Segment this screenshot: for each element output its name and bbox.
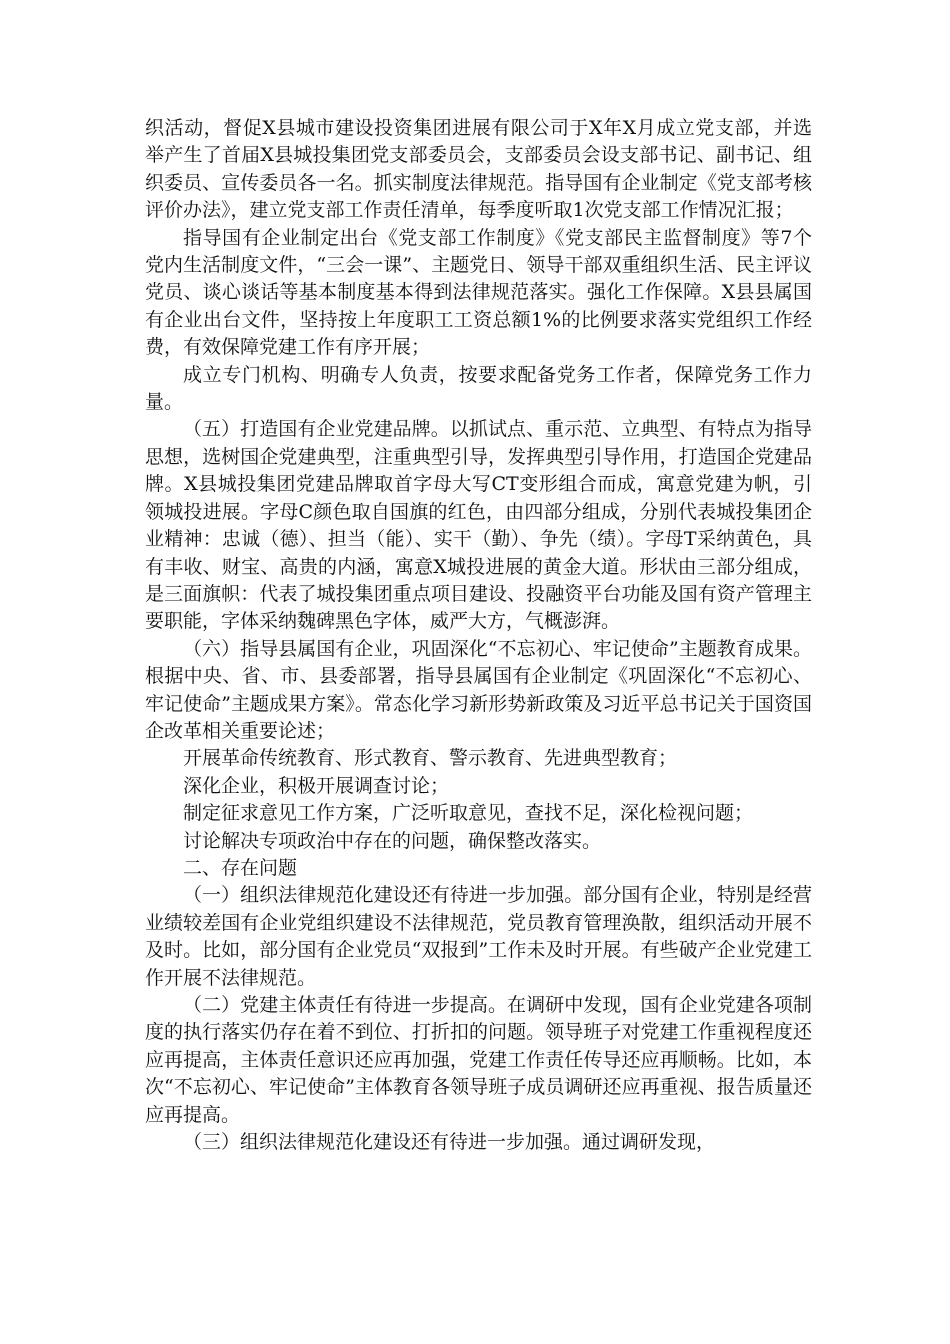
- paragraph-8: 制定征求意见工作方案，广泛听取意见，查找不足，深化检视问题；: [183, 802, 754, 825]
- paragraph-11: （二）党建主体责任有待进一步提高。在调研中发现，国有企业党建各项制度的执行落实仍存在着不到位、打折扣的问题。领导班子对党建工作重视程度还应再提高，主体责任意识还应再加强，党建工作责任传导还应再顺畅。比如，本次“不忘初心、牢记使命”主体教育各领导班子成员调研还应再重视、报告质量还应再提高。: [145, 994, 812, 1126]
- paragraph-5: （六）指导县属国有企业，巩固深化“不忘初心、牢记使命”主题教育成果。根据中央、省、市、县委部署，指导县属国有企业制定《巩固深化“不忘初心、牢记使命”主题成果方案》。常态化学习新形势新政策及习近平总书记关于国资国企改革相关重要论述；: [145, 637, 812, 742]
- paragraph-7: 深化企业，积极开展调查讨论；: [183, 774, 450, 797]
- paragraph-3: 成立专门机构、明确专人负责，按要求配备党务工作者，保障党务工作力量。: [145, 363, 812, 414]
- paragraph-4: （五）打造国有企业党建品牌。以抓试点、重示范、立典型、有特点为指导思想，选树国企党建典型，注重典型引导，发挥典型引导作用，打造国企党建品牌。X县城投集团党建品牌取首字母大写CT变形组合而成，寓意党建为帆，引领城投进展。字母C颜色取自国旗的红色，由四部分组成，分别代表城投集团企业精神：忠诚（德）、担当（能）、实干（勤）、争先（绩）。字母T采纳黄色，具有丰收、财宝、高贵的内涵，寓意X城投进展的黄金大道。形状由三部分组成，是三面旗帜：代表了城投集团重点项目建设、投融资平台功能及国有资产管理主要职能，字体采纳魏碑黑色字体，威严大方，气概澎湃。: [145, 418, 812, 633]
- section-heading: 二、存在问题: [183, 856, 298, 879]
- paragraph-2: 指导国有企业制定出台《党支部工作制度》《党支部民主监督制度》等7个党内生活制度文件，“三会一课”、主题党日、领导干部双重组织生活、民主评议党员、谈心谈话等基本制度基本得到法律规范落实。强化工作保障。X县县属国有企业出台文件，坚持按上年度职工工资总额1%的比例要求落实党组织工作经费，有效保障党建工作有序开展；: [145, 226, 812, 359]
- document-body: [145, 115, 812, 1156]
- paragraph-12: （三）组织法律规范化建设还有待进一步加强。通过调研发现，: [183, 1131, 716, 1154]
- paragraph-1: 织活动，督促X县城市建设投资集团进展有限公司于X年X月成立党支部，并选举产生了首届X县城投集团党支部委员会，支部委员会设支部书记、副书记、组织委员、宣传委员各一名。抓实制度法律规范。指导国有企业制定《党支部考核评价办法》，建立党支部工作责任清单，每季度听取1次党支部工作情况汇报；: [145, 117, 812, 222]
- paragraph-10: （一）组织法律规范化建设还有待进一步加强。部分国有企业，特别是经营业绩较差国有企业党组织建设不法律规范，党员教育管理涣散，组织活动开展不及时。比如，部分国有企业党员“双报到”工作未及时开展。有些破产企业党建工作开展不法律规范。: [145, 884, 812, 989]
- paragraph-6: 开展革命传统教育、形式教育、警示教育、先进典型教育；: [183, 747, 678, 770]
- paragraph-9: 讨论解决专项政治中存在的问题，确保整改落实。: [183, 829, 602, 852]
